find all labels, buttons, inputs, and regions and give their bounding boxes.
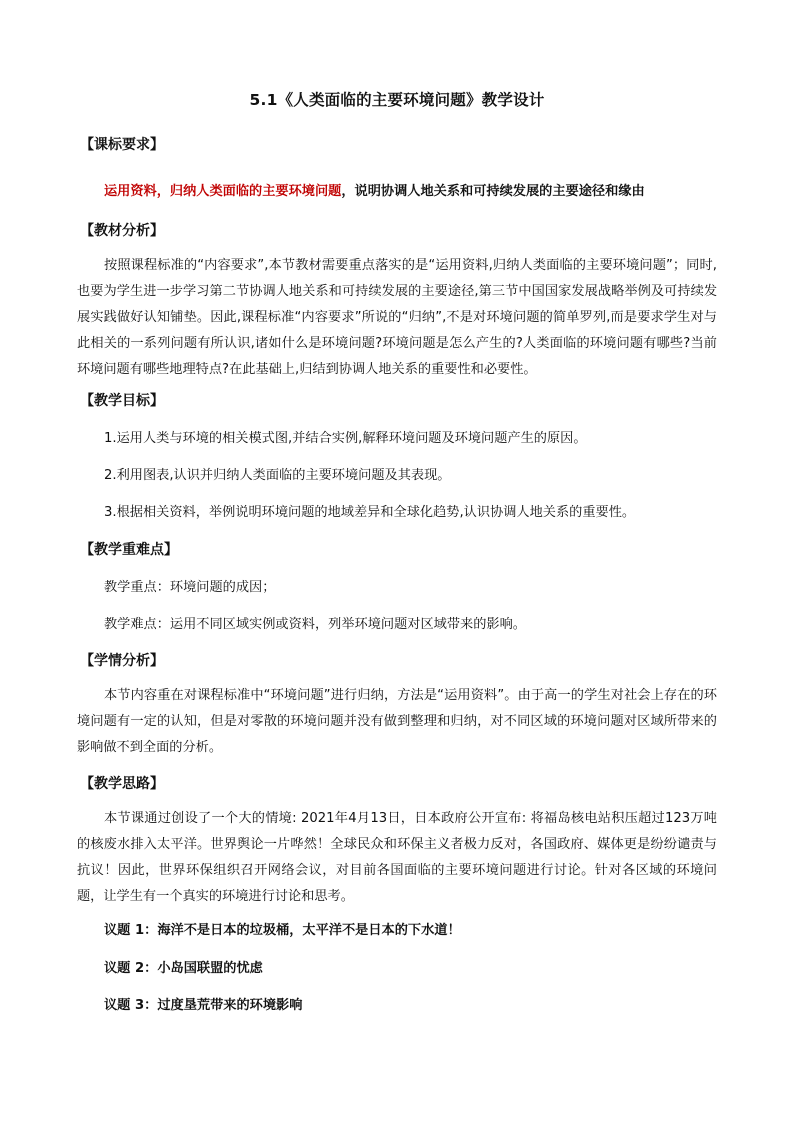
textbook-analysis-heading: 【教材分析】 [80, 223, 164, 239]
curriculum-standard-text [104, 180, 645, 199]
textbook-analysis-paragraph: 按照课程标准的“内容要求”,本节教材需要重点落实的是“运用资料,归纳人类面临的主要环境问题”；同时,也要为学生进一步学习第二节协调人地关系和可持续发展的主要途径,第三节中国国家发展战略举例及可持续发展实践做好认知铺垫。因此,课程标准“内容要求”所说的“归纳”,不是对环境问题的简单罗列,而是要求学生对与此相关的一系列问题有所认识,诸如什么是环境问题?环境问题是怎么产生的?人类面临的环境问题有哪些?当前环境问题有哪些地理特点?在此基础上,归结到协调人地关系的重要性和必要性。 [77, 258, 717, 377]
document-title: 5.1《人类面临的主要环境问题》教学设计 [249, 91, 545, 109]
teaching-goal-item: 1.运用人类与环境的相关模式图,并结合实例,解释环境问题及环境问题产生的原因。 [104, 431, 587, 446]
standard-highlight: 运用资料，归纳人类面临的主要环境问题 [104, 184, 342, 199]
key-points-heading: 【教学重难点】 [80, 542, 178, 558]
learner-analysis-paragraph: 本节内容重在对课程标准中“环境问题”进行归纳，方法是“运用资料”。由于高一的学生对社会上存在的环境问题有一定的认知，但是对零散的环境问题并没有做到整理和归纳，对不同区域的环境问题对区域所带来的影响做不到全面的分析。 [77, 688, 717, 755]
teaching-approach-heading: 【教学思路】 [80, 776, 164, 792]
topic-item: 议题 1：海洋不是日本的垃圾桶，太平洋不是日本的下水道！ [104, 923, 461, 938]
standard-rest: ，说明协调人地关系和可持续发展的主要途径和缘由 [341, 184, 645, 199]
teaching-goal-item: 2.利用图表,认识并归纳人类面临的主要环境问题及其表现。 [104, 468, 451, 483]
teaching-goals-heading: 【教学目标】 [80, 393, 164, 409]
difficulty-text: 教学难点：运用不同区域实例或资料，列举环境问题对区域带来的影响。 [104, 617, 526, 632]
learner-analysis-heading: 【学情分析】 [80, 653, 164, 669]
key-point-text: 教学重点：环境问题的成因； [104, 580, 276, 595]
topic-item: 议题 3：过度垦荒带来的环境影响 [104, 998, 303, 1013]
teaching-goal-item: 3.根据相关资料，举例说明环境问题的地域差异和全球化趋势,认识协调人地关系的重要性。 [104, 505, 636, 520]
teaching-approach-paragraph: 本节课通过创设了一个大的情境: 2021年4月13日，日本政府公开宣布: 将福岛核电站积压超过123万吨的核废水排入太平洋。世界舆论一片哗然！全球民众和环保主义者极力反对，各国政府、媒体更是纷纷谴责与抗议！因此，世界环保组织召开网络会议，对目前各国面临的主要环境问题进行讨论。针对各区域的环境问题，让学生有一个真实的环境进行讨论和思考。 [77, 811, 717, 904]
topic-item: 议题 2：小岛国联盟的忧虑 [104, 961, 263, 976]
curriculum-standard-heading: 【课标要求】 [80, 137, 164, 153]
